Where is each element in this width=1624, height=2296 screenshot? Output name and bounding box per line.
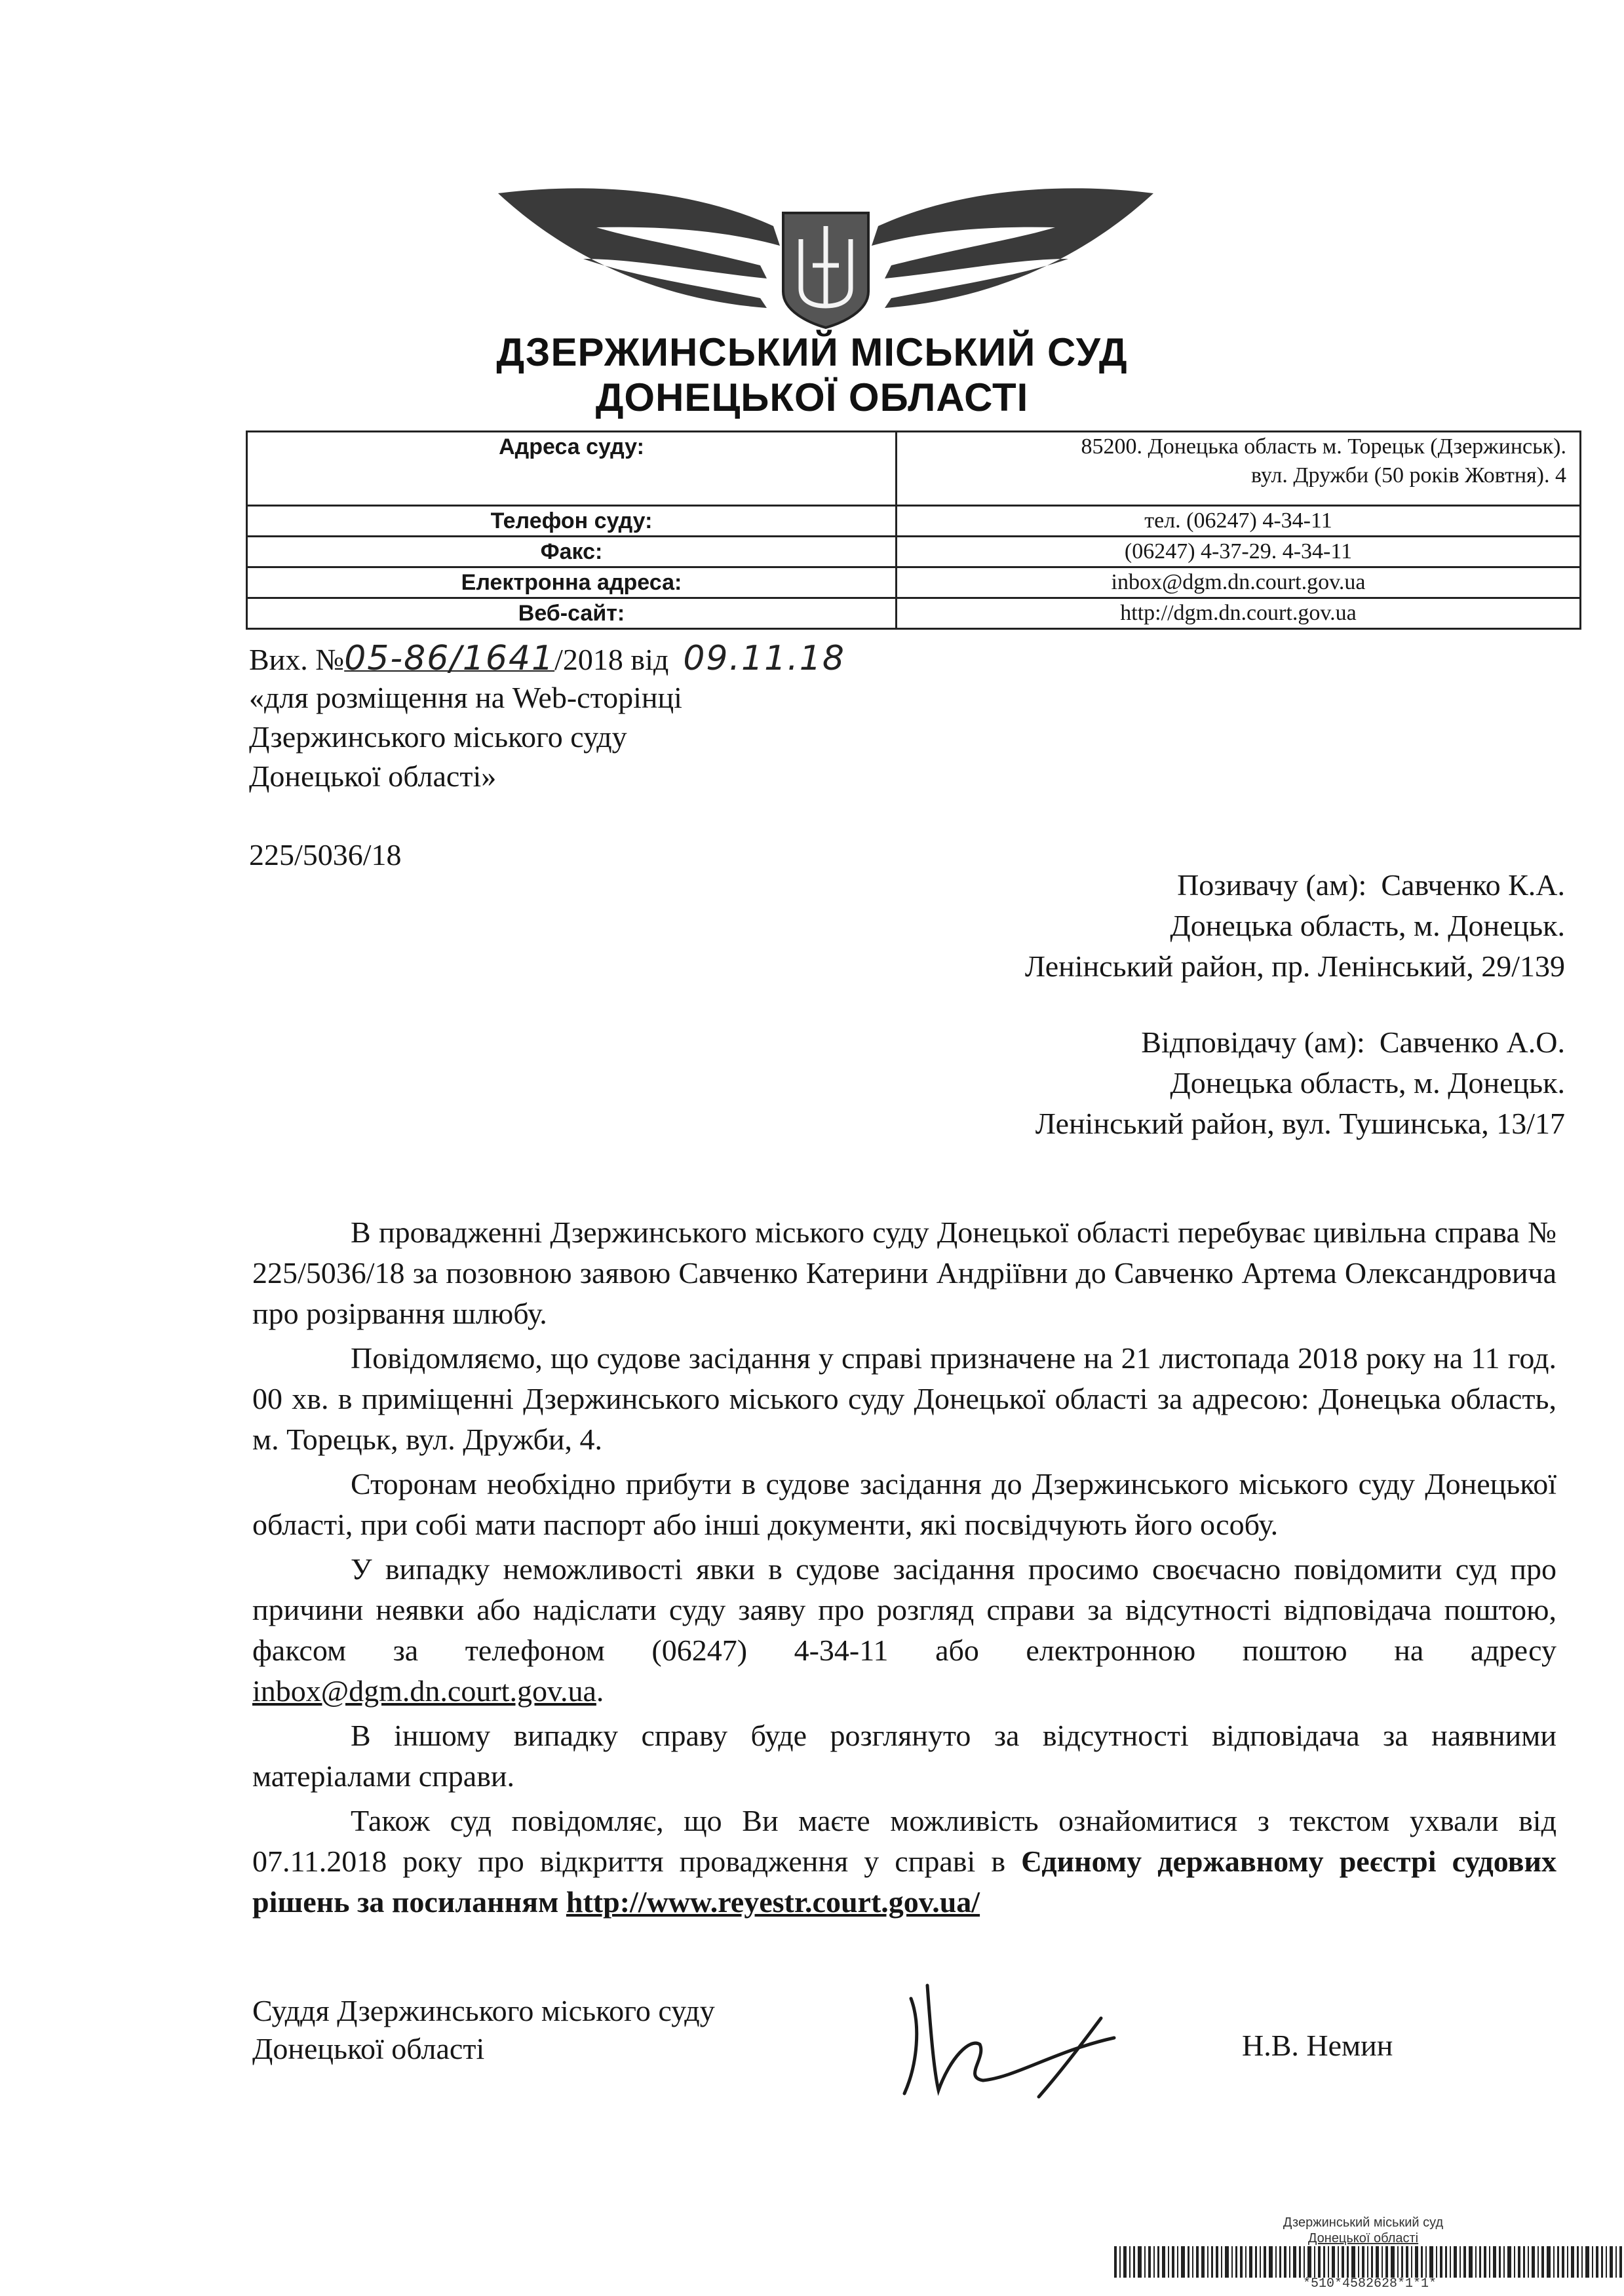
contact-row-website [247,598,1581,629]
contact-row-phone [247,506,1581,537]
plaintiff-name: Савченко К.А. [1381,868,1565,902]
judge-title-line1: Суддя Дзержинського міського суду [252,1994,715,2027]
court-email-link[interactable]: inbox@dgm.dn.court.gov.ua [252,1674,596,1708]
body-paragraph-3: Сторонам необхідно прибути в судове засідання до Дзержинського міського суду Донецької області, при собі мати паспорт або інші документи, які посвідчують його особу. [252,1467,1556,1541]
body-paragraph-1: В провадженні Дзержинського міського суду Донецької області перебуває цивільна справа № 225/5036/18 за позовною заявою Савченко Катерини Андріївни до Савченко Артема Олександровича про розірвання шлюбу. [252,1215,1556,1330]
trident-wings-icon [485,167,1167,331]
court-contacts-table [246,430,1581,630]
plaintiff-address-line1: Донецька область, м. Донецьк. [1170,909,1565,942]
contact-label: Адреса суду: [247,432,897,506]
court-emblem [485,167,1167,331]
registry-stamp [1199,2215,1527,2246]
registry-reference: Єдиному державному реєстрі судових рішень за посиланням [252,1845,1556,1919]
defendant-role: Відповідачу (ам): [1141,1025,1365,1059]
web-note-line2: Дзержинського міського суду [249,720,627,754]
stamp-line1: Дзержинський міський суд [1283,2215,1444,2230]
address-line1: 85200. Донецька область м. Торецьк (Дзержинськ). [1081,434,1566,459]
contact-label: Веб-сайт: [247,598,897,629]
contact-label: Електронна адреса: [247,567,897,598]
defendant-address-block [1035,1022,1565,1144]
contact-row-address [247,432,1581,506]
judge-name: Н.В. Немин [1242,2029,1393,2062]
contact-value[interactable]: inbox@dgm.dn.court.gov.ua [897,567,1581,598]
court-name-line2: ДОНЕЦЬКОЇ ОБЛАСТІ [595,375,1029,419]
barcode-number: *510*4582628*1*1* [1302,2276,1437,2291]
body-paragraph-4-text: У випадку неможливості явки в судове засідання просимо своєчасно повідомити суд про причини неявки або надіслати суду заяву про розгляд справи за відсутності відповідача поштою, факсом за телефоном (06247) 4-34-11 або електронною поштою на адресу [252,1552,1556,1667]
outgoing-year: /2018 від [554,643,669,676]
outgoing-number [249,639,845,679]
body-paragraph-6 [252,1801,1556,1923]
body-paragraph-2: Повідомляємо, що судове засідання у справі призначене на 21 листопада 2018 року на 11 год. 00 хв. в приміщенні Дзержинського міського суду Донецької області за адресою: Донецька область, м. Торецьк, вул. Дружби, 4. [252,1341,1556,1456]
web-note-line1: «для розміщення на Web-сторінці [249,681,682,714]
contact-row-fax [247,537,1581,567]
body-paragraph-6-text: Також суд повідомляє, що Ви маєте можливість ознайомитися з текстом ухвали від 07.11.2018 року про відкриття провадження у справі в [252,1804,1556,1878]
outgoing-number-handwritten: 05-86/1641 [344,639,555,678]
court-name-line1: ДЗЕРЖИНСЬКИЙ МІСЬКИЙ СУД [496,330,1128,374]
outgoing-date-handwritten: 09.11.18 [683,639,845,678]
case-number: 225/5036/18 [249,838,402,871]
defendant-name: Савченко А.О. [1379,1025,1565,1059]
contact-value: (06247) 4-37-29. 4-34-11 [897,537,1581,567]
web-publication-note [249,678,1035,796]
contact-value[interactable]: http://dgm.dn.court.gov.ua [897,598,1581,629]
body-paragraph-4: У випадку неможливості явки в судове засідання просимо своєчасно повідомити суд про причини неявки або надіслати суду заяву про розгляд справи за відсутності відповідача поштою, факсом за телефоном (06247) 4-34-11 або електронною поштою на адресу inbox@dgm.dn.court.gov.ua. [252,1552,1556,1708]
contact-value: тел. (06247) 4-34-11 [897,506,1581,537]
handwritten-signature [865,1959,1167,2103]
document-barcode [1114,2246,1624,2278]
contact-value [897,432,1581,506]
registry-link[interactable]: http://www.reyestr.court.gov.ua/ [566,1885,980,1919]
plaintiff-address-block [1025,865,1565,987]
contact-row-email [247,567,1581,598]
plaintiff-address-line2: Ленінський район, пр. Ленінський, 29/139 [1024,949,1565,983]
contact-label: Факс: [247,537,897,567]
outgoing-prefix: Вих. № [249,643,345,676]
contact-label: Телефон суду: [247,506,897,537]
defendant-address-line2: Ленінський район, вул. Тушинська, 13/17 [1035,1107,1565,1140]
judge-title-line2: Донецької області [252,2032,485,2065]
defendant-address-line1: Донецька область, м. Донецьк. [1170,1066,1565,1100]
letter-body [252,1212,1556,1926]
address-line2: вул. Дружби (50 років Жовтня). 4 [1251,463,1566,488]
stamp-line2: Донецької області [1307,2231,1419,2246]
plaintiff-role: Позивачу (ам): [1177,868,1367,902]
body-paragraph-5: В іншому випадку справу буде розглянуто за відсутності відповідача за наявними матеріалами справи. [252,1719,1556,1793]
web-note-line3: Донецької області» [249,759,497,793]
judge-title [252,1992,715,2068]
